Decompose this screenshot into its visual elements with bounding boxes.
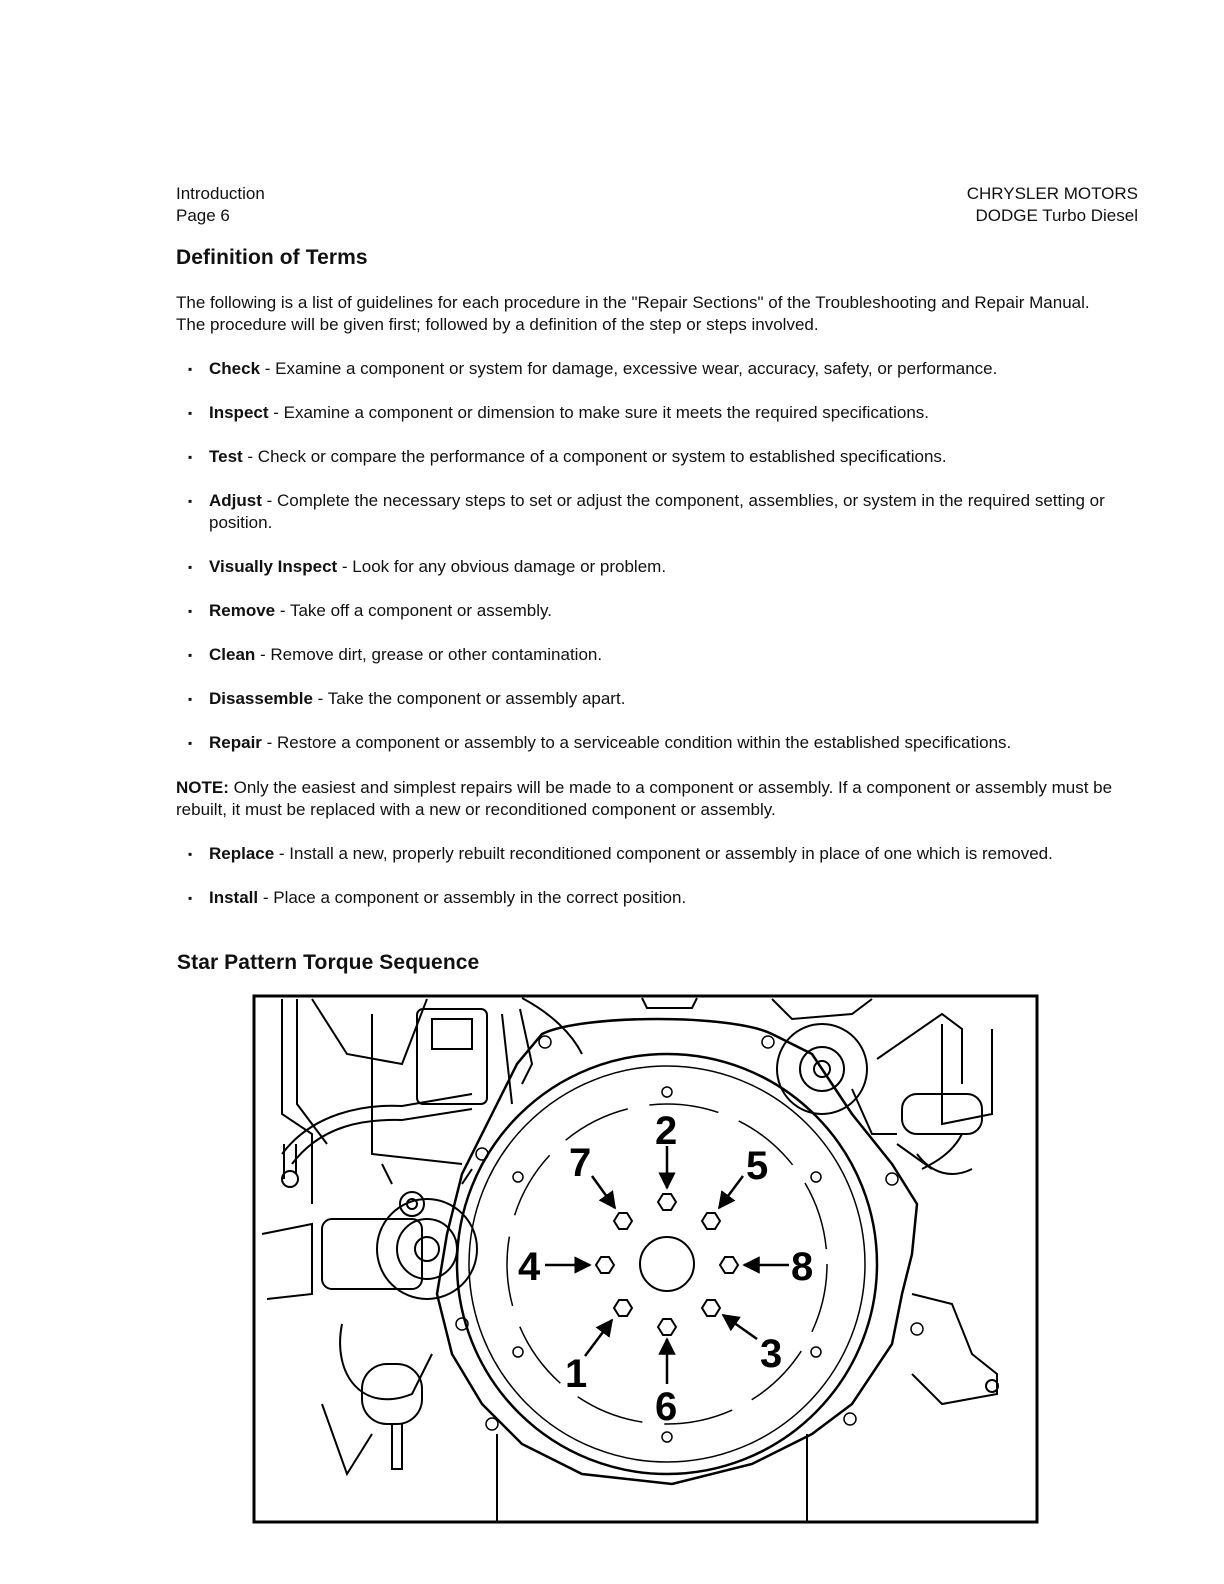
bolt-4 <box>596 1257 614 1273</box>
sequence-label-2: 2 <box>655 1109 678 1153</box>
term-label: Clean <box>209 645 256 664</box>
term-label: Install <box>209 888 259 907</box>
section-name: Introduction <box>176 184 265 203</box>
list-item: ▪ Clean - Remove dirt, grease or other contamination. <box>188 645 603 664</box>
term-label: Disassemble <box>209 689 313 708</box>
terms-list <box>188 358 1108 776</box>
term-label: Test <box>209 447 243 466</box>
term-label: Replace <box>209 844 275 863</box>
term-label: Repair <box>209 733 262 752</box>
bolt-6 <box>658 1319 676 1335</box>
definition-title: Definition of Terms <box>176 246 368 269</box>
term-label: Check <box>209 359 261 378</box>
term-label: Remove <box>209 601 276 620</box>
bolt-7 <box>614 1213 632 1229</box>
bolt-3 <box>702 1300 720 1316</box>
flywheel-figure <box>252 994 1039 1524</box>
page-number: Page 6 <box>176 206 230 225</box>
sequence-label-1: 1 <box>565 1352 588 1396</box>
term-description: - Remove dirt, grease or other contamination. <box>255 645 603 664</box>
list-item: ▪ Remove - Take off a component or assembly. <box>188 601 553 620</box>
sequence-label-6: 6 <box>655 1385 678 1429</box>
header-right <box>967 183 1138 227</box>
term-description: - Take off a component or assembly. <box>275 601 553 620</box>
term-description: - Examine a component or dimension to make sure it meets the required specifications. <box>268 403 930 422</box>
sequence-label-3: 3 <box>760 1332 783 1376</box>
list-item: ▪ Visually Inspect - Look for any obvious damage or problem. <box>188 557 667 576</box>
bolt-5 <box>702 1213 720 1229</box>
term-description: - Take the component or assembly apart. <box>312 689 626 708</box>
term-description: - Install a new, properly rebuilt reconditioned component or assembly in place of one which is removed. <box>274 844 1053 863</box>
term-label: Inspect <box>209 403 269 422</box>
list-item: ▪ Repair - Restore a component or assembly to a serviceable condition within the established specifications. <box>188 733 1012 752</box>
sequence-label-8: 8 <box>791 1245 814 1289</box>
list-item: ▪ Inspect - Examine a component or dimension to make sure it meets the required specifications. <box>188 403 930 422</box>
list-item: ▪ Adjust - Complete the necessary steps to set or adjust the component, assemblies, or system in the required setting or position. <box>188 491 1105 532</box>
sequence-label-5: 5 <box>746 1144 769 1188</box>
header-left <box>176 183 265 227</box>
term-description: - Look for any obvious damage or problem. <box>337 557 667 576</box>
flywheel-illustration <box>252 994 1039 1524</box>
sequence-label-7: 7 <box>569 1141 592 1185</box>
term-description: - Place a component or assembly in the correct position. <box>258 888 687 907</box>
term-description: - Check or compare the performance of a component or system to established specifications. <box>242 447 947 466</box>
term-label: Adjust <box>209 491 262 510</box>
intro-paragraph: The following is a list of guidelines for each procedure in the "Repair Sections" of the Troubleshooting and Repair Manual. The procedure will be given first; followed by a definition of the step or steps involved. <box>176 293 1090 334</box>
note-text: Only the easiest and simplest repairs will be made to a component or assembly. If a component or assembly must be rebuilt, it must be replaced with a new or reconditioned component or assembly. <box>176 778 1113 819</box>
term-description: - Restore a component or assembly to a serviceable condition within the established specifications. <box>261 733 1012 752</box>
note-label: NOTE: <box>176 778 229 797</box>
list-item: ▪ Install - Place a component or assembly in the correct position. <box>188 888 687 907</box>
sequence-label-4: 4 <box>518 1245 541 1289</box>
publisher-name: CHRYSLER MOTORS <box>966 184 1138 203</box>
bolt-8 <box>720 1257 738 1273</box>
note-paragraph <box>176 777 1116 821</box>
bolt-1 <box>614 1300 632 1316</box>
star-pattern-title: Star Pattern Torque Sequence <box>177 951 480 974</box>
term-description: - Complete the necessary steps to set or adjust the component, assemblies, or system in the required setting or position. <box>209 491 1105 532</box>
list-item: ▪ Test - Check or compare the performance of a component or system to established specifications. <box>188 447 947 466</box>
term-description: - Examine a component or system for damage, excessive wear, accuracy, safety, or performance. <box>260 359 998 378</box>
bolt-2 <box>658 1194 676 1210</box>
list-item: ▪ Replace - Install a new, properly rebuilt reconditioned component or assembly in place of one which is removed. <box>188 844 1053 863</box>
list-item: ▪ Disassemble - Take the component or assembly apart. <box>188 689 626 708</box>
manual-name: DODGE Turbo Diesel <box>975 206 1138 225</box>
list-item: ▪ Check - Examine a component or system for damage, excessive wear, accuracy, safety, or performance. <box>188 359 998 378</box>
terms-list-2 <box>188 843 1108 931</box>
term-label: Visually Inspect <box>209 557 338 576</box>
